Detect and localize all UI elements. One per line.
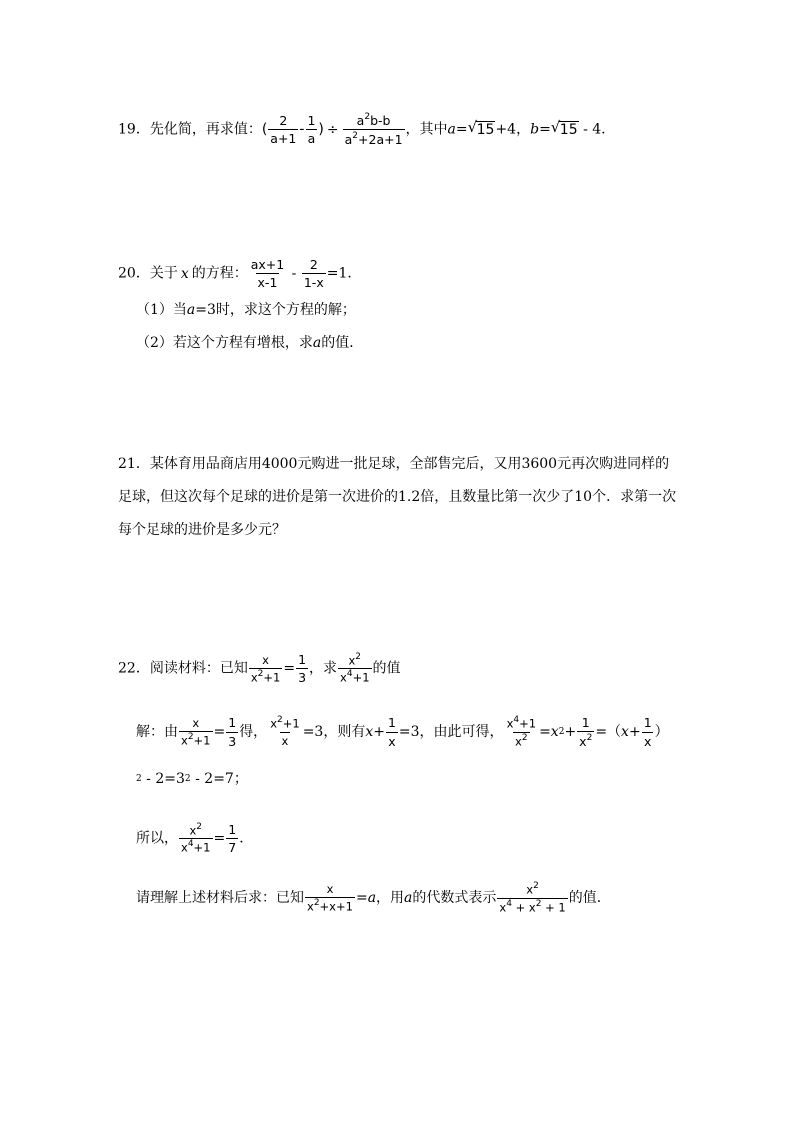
question-19 bbox=[118, 113, 615, 146]
question-21: 21．某体育用品商店用4000元购进一批足球，全部售完后，又用3600元再次购进同样的足球，但这次每个足球的进价是第一次进价的1.2倍，且数量比第一次少了10个．求第一次每个足球的进价是多少元？ bbox=[118, 456, 677, 538]
q22-number: 22． bbox=[118, 660, 150, 677]
q22-sol-a: 解：由 bbox=[136, 724, 178, 741]
q22-fraction-3: $\frac{x^2}{x^4+1}$ bbox=[340, 651, 370, 685]
q19-where: ，其中 bbox=[405, 121, 448, 138]
q20-fraction-2: $\frac{2}{1-x}$ bbox=[303, 257, 324, 291]
q19-fraction-1: $\frac{2}{a+1}$ bbox=[270, 112, 297, 147]
q22-sol-c: =3，则有 bbox=[302, 724, 366, 741]
q22-sol-var-x: x bbox=[365, 724, 374, 741]
q20-part-1 bbox=[136, 303, 356, 317]
q19-number: 19． bbox=[118, 121, 150, 138]
q20-number: 20． bbox=[118, 265, 150, 282]
q22-ask: ，求 bbox=[309, 660, 338, 677]
q20-part-2 bbox=[136, 336, 363, 350]
q22-req-d: 的代数式表示 bbox=[412, 890, 497, 907]
q22-request-line bbox=[136, 883, 611, 913]
q20-lead-2: 的方程： bbox=[191, 265, 248, 282]
q20-p1-var-a: a bbox=[186, 302, 196, 318]
q22-sol-f-plus: + bbox=[628, 724, 641, 741]
q19-minus: - bbox=[299, 121, 305, 138]
q22-cont-text: - 2=3 bbox=[141, 771, 185, 787]
q22-req-e: 的值． bbox=[568, 890, 611, 907]
q22-sol-g: ） bbox=[654, 724, 669, 741]
q19-divide: ÷ bbox=[326, 121, 339, 138]
q19-eq-2: = bbox=[539, 121, 551, 138]
q22-cont-sup: 2 bbox=[136, 774, 142, 784]
q22-fraction-2: $\frac{1}{3}$ bbox=[298, 652, 307, 686]
q22-sol-fraction-2: $\frac{1}{3}$ bbox=[228, 715, 237, 749]
q19-minus-4: - 4． bbox=[578, 121, 616, 138]
q22-sol-fraction-7: $\frac{1}{x}$ bbox=[643, 715, 652, 749]
q20-var-x: x bbox=[180, 265, 189, 282]
q22-req-var-a-2: a bbox=[404, 890, 413, 907]
q22-sol-fraction-6: $\frac{1}{x^2}$ bbox=[579, 715, 593, 750]
q20-tail: =1． bbox=[326, 265, 362, 282]
q19-var-a: a bbox=[447, 121, 456, 138]
q22-cont-sup-2: 2 bbox=[184, 774, 191, 784]
q22-so-eq: = bbox=[213, 830, 226, 847]
q22-lead: 阅读材料：已知 bbox=[149, 660, 248, 677]
question-20 bbox=[118, 258, 361, 289]
q22-sol-e1: = bbox=[539, 724, 551, 741]
q22-sol-f: =（ bbox=[595, 724, 622, 741]
q22-sol-fraction-5: $\frac{x^4+1}{x^2}$ bbox=[506, 715, 537, 749]
q22-sol-f-var-x: x bbox=[621, 724, 629, 741]
q20-p2-var-a: a bbox=[312, 335, 322, 351]
q19-fraction-3: $\frac{a^2b-b}{a^2+2a+1}$ bbox=[344, 111, 403, 147]
q22-sol-e-sup: 2 bbox=[558, 727, 565, 738]
q22-req-c: ，用 bbox=[376, 890, 405, 907]
q22-so-a: 所以， bbox=[136, 830, 178, 847]
q22-sol-fraction-4: $\frac{1}{x}$ bbox=[387, 715, 396, 749]
q19-fraction-2: $\frac{1}{a}$ bbox=[307, 112, 316, 147]
q22-cont-text-2: - 2=7； bbox=[190, 771, 248, 787]
q20-p1-text-a: （1）当 bbox=[136, 302, 187, 318]
q22-solution-line bbox=[136, 716, 669, 748]
q22-req-b: = bbox=[355, 890, 368, 907]
question-22 bbox=[118, 653, 401, 684]
q22-sol-e-var-x: x bbox=[550, 724, 559, 741]
q22-so-fraction-2: $\frac{1}{7}$ bbox=[228, 822, 237, 856]
q22-so-line bbox=[136, 823, 253, 854]
q22-tail: 的值 bbox=[372, 660, 401, 677]
q20-p1-text-b: =3时，求这个方程的解； bbox=[195, 302, 356, 318]
q19-open-paren: ( bbox=[261, 121, 268, 138]
q19-eq-1: = bbox=[455, 121, 468, 138]
q19-sqrt-1: √ 15 bbox=[467, 117, 495, 138]
q22-so-fraction-1: $\frac{x^2}{x^4+1}$ bbox=[181, 821, 211, 855]
q22-req-a: 请理解上述材料后求：已知 bbox=[136, 890, 304, 907]
q22-sol-d: =3，由此可得， bbox=[398, 724, 504, 741]
q19-var-b: b bbox=[530, 121, 540, 138]
q19-plus-4: +4， bbox=[495, 121, 531, 138]
q19-close-paren: ) bbox=[318, 121, 324, 138]
q20-p2-text-a: （2）若这个方程有增根，求 bbox=[136, 335, 313, 351]
q22-sol-plus: + bbox=[373, 724, 385, 741]
q22-so-end: ． bbox=[239, 830, 254, 847]
q19-sqrt-2: √ 15 bbox=[550, 117, 578, 138]
q22-req-fraction-1: $\frac{x}{x^2+x+1}$ bbox=[307, 882, 353, 914]
q22-sol-b: 得， bbox=[239, 724, 268, 741]
q22-fraction-1: $\frac{x}{x^2+1}$ bbox=[250, 652, 281, 685]
q20-p2-text-b: 的值． bbox=[321, 335, 364, 351]
q20-fraction-1: $\frac{ax+1}{x-1}$ bbox=[250, 257, 285, 291]
q22-eq: = bbox=[283, 660, 296, 677]
q20-minus: - bbox=[287, 265, 301, 282]
q22-sol-e2: + bbox=[564, 724, 577, 741]
q22-sol-fraction-1: $\frac{x}{x^2+1}$ bbox=[181, 716, 211, 748]
q22-sol-fraction-3: $\frac{x^2+1}{x}$ bbox=[270, 715, 300, 748]
q22-sol-eq: = bbox=[213, 724, 226, 741]
q22-req-var-a: a bbox=[367, 890, 377, 907]
q22-solution-continued bbox=[136, 772, 248, 786]
q20-lead: 关于 bbox=[149, 265, 178, 282]
q22-req-fraction-2: $\frac{x^2}{x^4 + x^2 + 1}$ bbox=[499, 881, 566, 914]
q19-lead: 先化简，再求值： bbox=[149, 121, 262, 138]
